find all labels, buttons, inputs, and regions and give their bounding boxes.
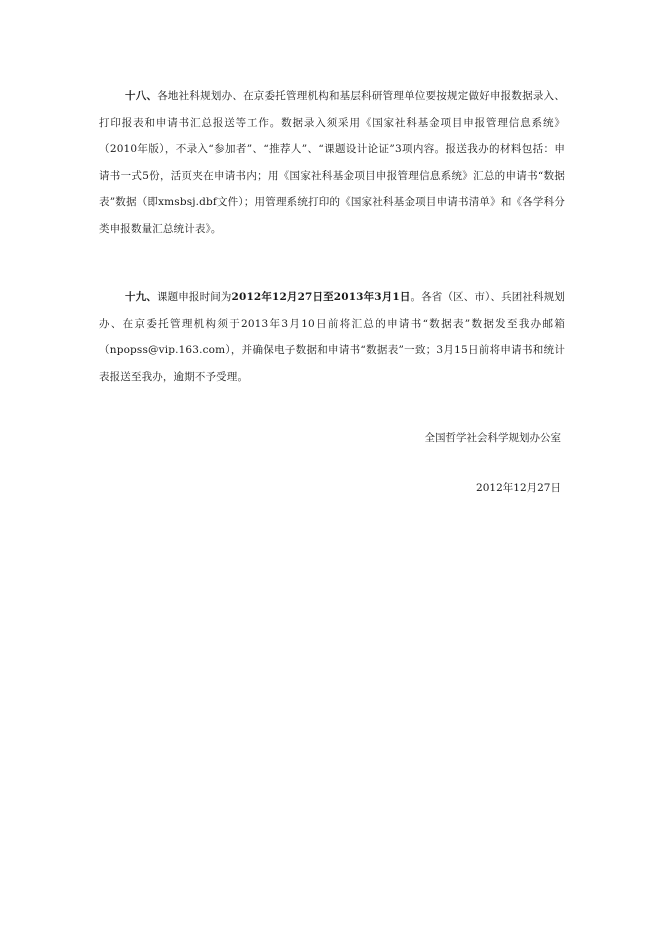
clause-18-paragraph	[99, 83, 565, 242]
clause-19-number: 十九、	[125, 291, 157, 303]
signature-organization: 全国哲学社会科学规划办公室	[424, 432, 561, 444]
signature-date: 2012年12月27日	[476, 482, 561, 494]
clause-19-rest: 。各省（区、市）、兵团社科规划办、在京委托管理机构须于2013年3月10日前将汇总的申请书“数据表”数据发至我办邮箱（npopss@vip.163.com），并确保电子数据和申请书“数据表”一致；3月15日前将申请书和统计表报送至我办，逾期不予受理。	[99, 291, 566, 383]
clause-19-period: 2012年12月27日至2013年3月1日	[231, 291, 411, 303]
clause-18-text: 各地社科规划办、在京委托管理机构和基层科研管理单位要按规定做好申报数据录入、打印报表和申请书汇总报送等工作。数据录入须采用《国家社科基金项目申报管理信息系统》（2010年版），不录入“参加者”、“推荐人”、“课题设计论证”3项内容。报送我办的材料包括：申请书一式5份，活页夹在申请书内；用《国家社科基金项目申报管理信息系统》汇总的申请书“数据表”数据（即xmsbsj.dbf文件）；用管理系统打印的《国家社科基金项目申请书清单》和《各学科分类申报数量汇总统计表》。	[99, 90, 565, 235]
clause-19-lead: 课题申报时间为	[156, 291, 232, 303]
clause-18-number: 十八、	[125, 90, 158, 102]
clause-19-paragraph	[99, 284, 565, 390]
